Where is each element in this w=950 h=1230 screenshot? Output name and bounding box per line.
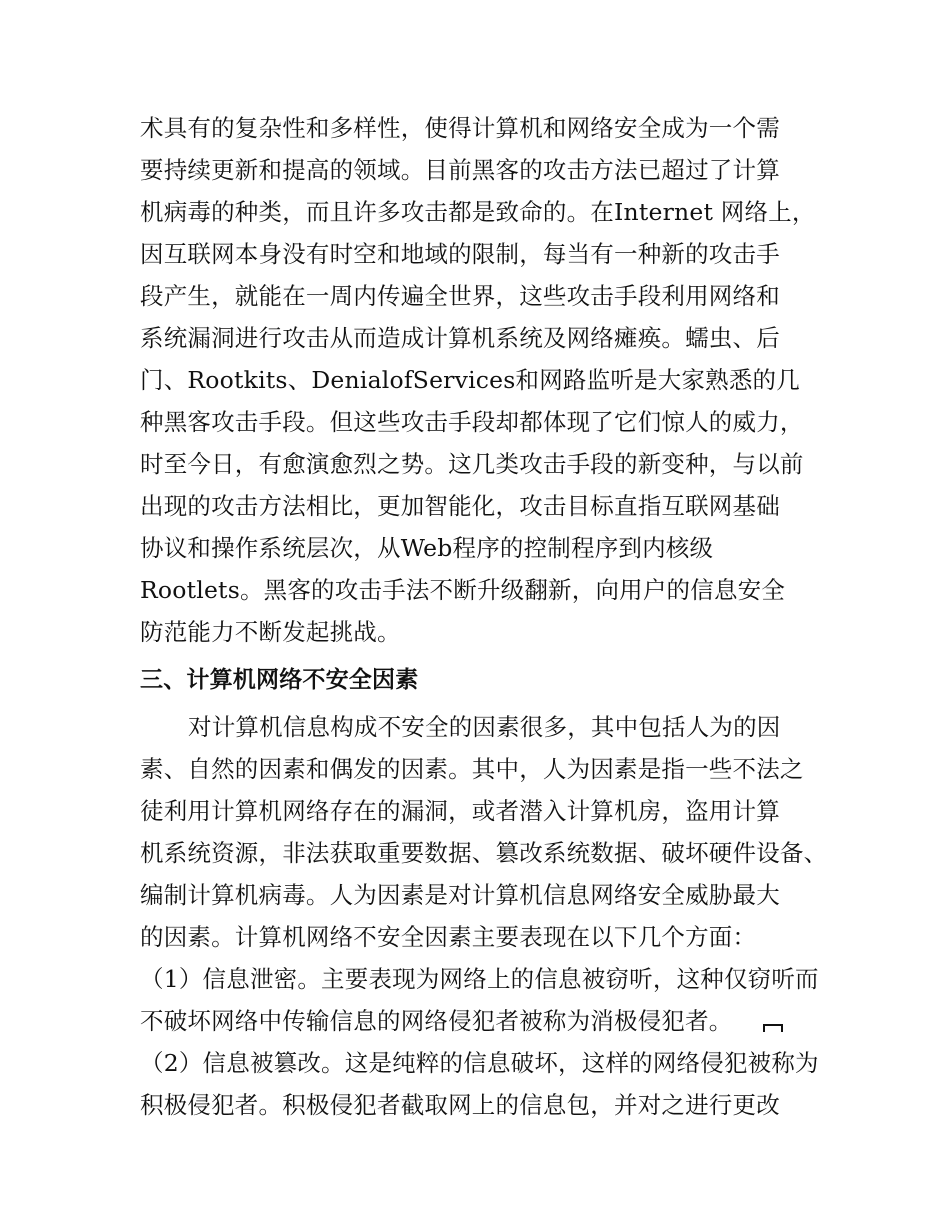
paragraph-line: 时至今日，有愈演愈烈之势。这几类攻击手段的新变种，与以前 [140,450,804,478]
paragraph-line: （1）信息泄密。主要表现为网络上的信息被窃听，这种仅窃听而 [140,965,819,993]
paragraph-mark-icon [763,1023,783,1033]
paragraph-line: 编制计算机病毒。人为因素是对计算机信息网络安全威胁最大 [140,881,780,909]
paragraph-line: 防范能力不断发起挑战。 [140,618,401,646]
paragraph-line: 的因素。计算机网络不安全因素主要表现在以下几个方面： [140,923,757,951]
paragraph-line: 术具有的复杂性和多样性，使得计算机和网络安全成为一个需 [140,114,780,142]
paragraph-line: 门、Rootkits、DenialofServices和网路监听是大家熟悉的几 [140,366,800,394]
paragraph-line: Rootlets。黑客的攻击手法不断升级翻新，向用户的信息安全 [140,576,786,604]
paragraph-line: 徒利用计算机网络存在的漏洞，或者潜入计算机房，盗用计算 [140,797,780,825]
paragraph-line: 素、自然的因素和偶发的因素。其中，人为因素是指一些不法之 [140,755,804,783]
paragraph-line: （2）信息被篡改。这是纯粹的信息破坏，这样的网络侵犯被称为 [140,1049,819,1077]
paragraph-line: 积极侵犯者。积极侵犯者截取网上的信息包，并对之进行更改 [140,1091,780,1119]
paragraph-line: 出现的攻击方法相比，更加智能化，攻击目标直指互联网基础 [140,492,780,520]
paragraph-line: 机病毒的种类，而且许多攻击都是致命的。在Internet 网络上， [140,198,816,226]
paragraph-line: 系统漏洞进行攻击从而造成计算机系统及网络瘫痪。蠕虫、后 [140,324,780,352]
paragraph-line: 机系统资源，非法获取重要数据、篡改系统数据、破坏硬件设备、 [140,839,828,867]
paragraph-line: 段产生，就能在一周内传遍全世界，这些攻击手段利用网络和 [140,282,780,310]
paragraph-line: 协议和操作系统层次，从Web程序的控制程序到内核级 [140,534,714,562]
paragraph-line: 对计算机信息构成不安全的因素很多，其中包括人为的因 [188,713,781,741]
paragraph-line: 不破坏网络中传输信息的网络侵犯者被称为消极侵犯者。 [140,1007,733,1035]
paragraph-line: 要持续更新和提高的领域。目前黑客的攻击方法已超过了计算 [140,156,780,184]
paragraph-line: 种黑客攻击手段。但这些攻击手段却都体现了它们惊人的威力， [140,408,804,436]
paragraph-line: 因互联网本身没有时空和地域的限制，每当有一种新的攻击手 [140,240,780,268]
section-heading: 三、计算机网络不安全因素 [140,667,419,693]
